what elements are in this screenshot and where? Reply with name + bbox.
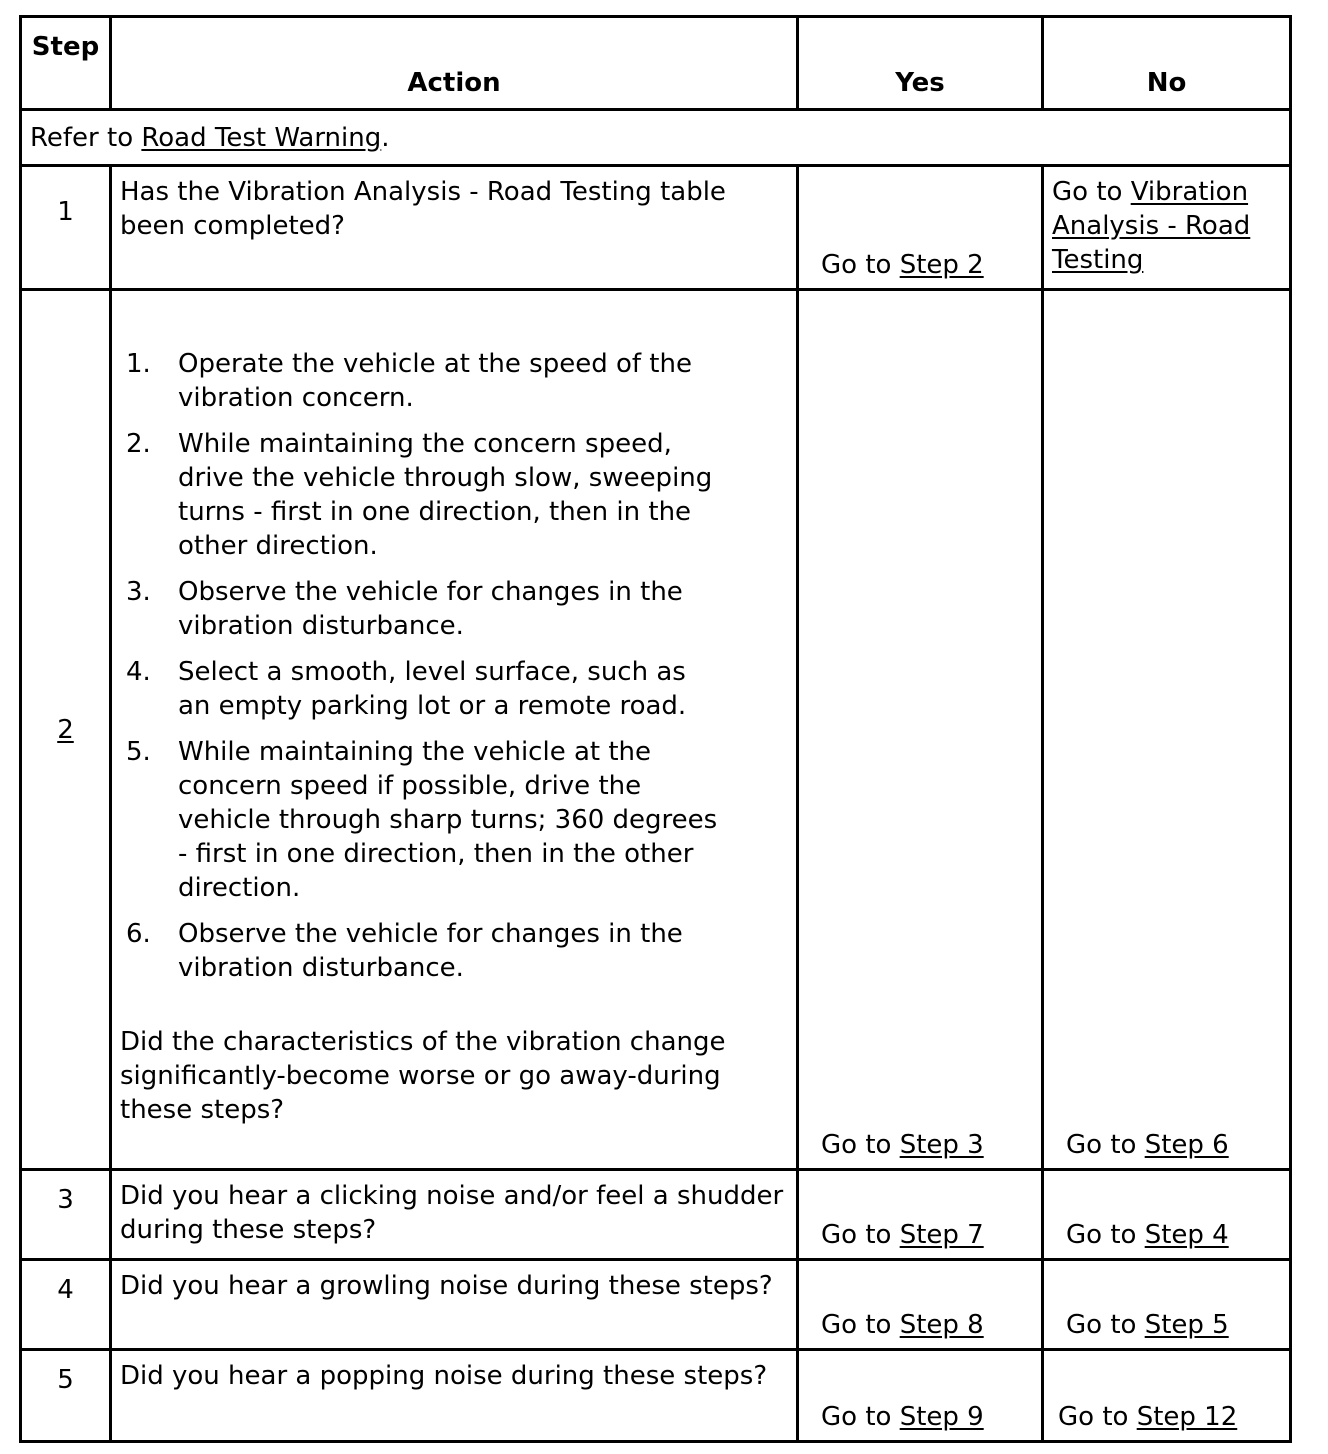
- action-question: Did the characteristics of the vibration change significantly-become worse or go away-during these steps?: [120, 1027, 726, 1125]
- substep-text: While maintaining the concern speed, drive the vehicle through slow, sweeping turns - first in one direction, then in the other direction.: [178, 429, 713, 561]
- no-cell: [1043, 1260, 1291, 1350]
- yes-cell: [798, 290, 1043, 1170]
- header-no: No: [1043, 17, 1291, 110]
- no-cell: [1043, 290, 1291, 1170]
- substep-number: 6.: [126, 919, 151, 949]
- step-number: 3: [21, 1170, 111, 1260]
- action-cell: [111, 290, 798, 1170]
- substep-number: 3.: [126, 577, 151, 607]
- header-action: Action: [111, 17, 798, 110]
- yes-prefix: Go to: [821, 1310, 900, 1340]
- no-step-link[interactable]: Step 5: [1144, 1310, 1229, 1340]
- action-question: Did you hear a popping noise during these steps?: [111, 1350, 798, 1442]
- list-item: [120, 347, 718, 415]
- yes-cell: [798, 1170, 1043, 1260]
- table-row: [21, 290, 1291, 1170]
- substep-text: Operate the vehicle at the speed of the vibration concern.: [178, 349, 692, 413]
- yes-cell: [798, 1260, 1043, 1350]
- action-question: Did you hear a clicking noise and/or feel a shudder during these steps?: [111, 1170, 798, 1260]
- road-test-warning-link[interactable]: Road Test Warning: [141, 122, 382, 153]
- refer-prefix: Refer to: [30, 122, 142, 153]
- yes-prefix: Go to: [821, 1130, 900, 1160]
- no-prefix: Go to: [1066, 1310, 1145, 1340]
- no-step-link[interactable]: Step 6: [1144, 1130, 1229, 1160]
- substep-number: 2.: [126, 429, 151, 459]
- list-item: [120, 917, 718, 985]
- step-2-link[interactable]: 2: [57, 714, 74, 745]
- list-item: [120, 427, 718, 563]
- diagnostic-table: [19, 15, 1292, 1443]
- yes-prefix: Go to: [821, 250, 900, 280]
- yes-step-link[interactable]: Step 9: [899, 1402, 984, 1432]
- step-number: [21, 290, 111, 1170]
- yes-cell: [798, 166, 1043, 290]
- yes-step-link[interactable]: Step 7: [899, 1220, 984, 1250]
- no-prefix: Go to: [1058, 1402, 1137, 1432]
- yes-step-link[interactable]: Step 8: [899, 1310, 984, 1340]
- yes-step-link[interactable]: Step 2: [899, 250, 984, 280]
- refer-row: [21, 110, 1291, 166]
- substep-text: Observe the vehicle for changes in the vibration disturbance.: [178, 577, 683, 641]
- no-prefix: Go to: [1052, 177, 1131, 207]
- substep-number: 5.: [126, 737, 151, 767]
- refer-cell: [21, 110, 1291, 166]
- step-number: 4: [21, 1260, 111, 1350]
- list-item: [120, 735, 718, 905]
- substep-list: [120, 347, 788, 985]
- table-row: [21, 166, 1291, 290]
- header-step: Step: [21, 17, 111, 110]
- no-prefix: Go to: [1066, 1130, 1145, 1160]
- table-row: [21, 1260, 1291, 1350]
- no-step-link[interactable]: Step 4: [1144, 1220, 1229, 1250]
- action-question: Did you hear a growling noise during these steps?: [111, 1260, 798, 1350]
- yes-step-link[interactable]: Step 3: [899, 1130, 984, 1160]
- header-yes: Yes: [798, 17, 1043, 110]
- no-cell: [1043, 1350, 1291, 1442]
- yes-prefix: Go to: [821, 1220, 900, 1250]
- no-cell: [1043, 1170, 1291, 1260]
- table-row: [21, 1170, 1291, 1260]
- table-header-row: [21, 17, 1291, 110]
- table-row: [21, 1350, 1291, 1442]
- step-number: 1: [21, 166, 111, 290]
- substep-number: 1.: [126, 349, 151, 379]
- substep-text: Select a smooth, level surface, such as an empty parking lot or a remote road.: [178, 657, 687, 721]
- yes-cell: [798, 1350, 1043, 1442]
- action-question: Has the Vibration Analysis - Road Testing table been completed?: [111, 166, 798, 290]
- no-vibration-analysis-link[interactable]: Vibration Analysis - Road Testing: [1052, 177, 1251, 275]
- no-step-link[interactable]: Step 12: [1136, 1402, 1238, 1432]
- refer-suffix: .: [381, 122, 390, 153]
- yes-prefix: Go to: [821, 1402, 900, 1432]
- substep-text: Observe the vehicle for changes in the vibration disturbance.: [178, 919, 683, 983]
- no-cell: [1043, 166, 1291, 290]
- substep-text: While maintaining the vehicle at the concern speed if possible, drive the vehicle through sharp turns; 360 degrees - first in one direction, then in the other direction.: [178, 737, 718, 903]
- list-item: [120, 655, 718, 723]
- no-prefix: Go to: [1066, 1220, 1145, 1250]
- substep-number: 4.: [126, 657, 151, 687]
- step-number: 5: [21, 1350, 111, 1442]
- list-item: [120, 575, 718, 643]
